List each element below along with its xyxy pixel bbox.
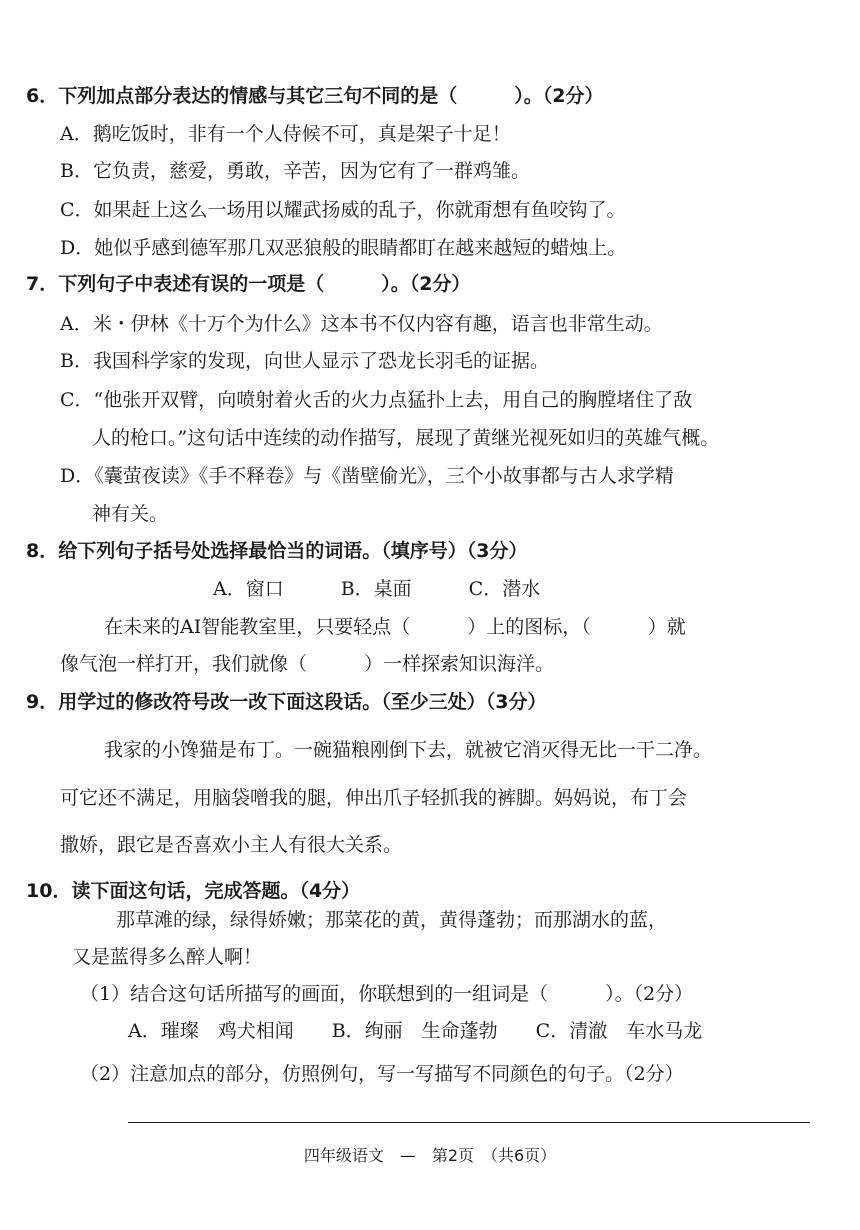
question-7-option-b: B．我国科学家的发现，向世人显示了恐龙长羽毛的证据。	[60, 350, 549, 372]
question-7-option-a: A．米・伊林《十万个为什么》这本书不仅内容有趣，语言也非常生动。	[60, 313, 663, 335]
question-6-option-a: A．鹅吃饭时，非有一个人侍候不可，真是架子十足！	[60, 123, 511, 145]
question-9-text-3: 撒娇，跟它是否喜欢小主人有很大关系。	[60, 834, 403, 856]
question-9-text-2: 可它还不满足，用脑袋噌我的腿，伸出爪子轻抓我的裤脚。妈妈说，布丁会	[60, 787, 688, 809]
question-7-option-d-cont: 神有关。	[92, 503, 169, 525]
question-7-stem: 7．下列句子中表述有误的一项是（ ）。（2分）	[26, 273, 471, 295]
answer-line	[128, 1122, 810, 1123]
question-8-stem: 8．给下列句子括号处选择最恰当的词语。（填序号）（3分）	[26, 540, 528, 562]
question-7-option-d: D．《囊萤夜读》《手不释卷》与《凿壁偷光》，三个小故事都与古人求学精	[60, 465, 674, 487]
question-6-stem: 6．下列加点部分表达的情感与其它三句不同的是（ ）。（2分）	[26, 85, 604, 107]
question-9-stem: 9．用学过的修改符号改一改下面这段话。（至少三处）（3分）	[26, 691, 547, 713]
question-6-option-d: D．她似乎感到德军那几双恶狼般的眼睛都盯在越来越短的蜡烛上。	[60, 237, 627, 259]
question-9-text-1: 我家的小馋猫是布丁。一碗猫粮刚倒下去，就被它消灭得无比一干二净。	[104, 739, 713, 761]
question-8-text-2: 像气泡一样打开，我们就像（ ）一样探索知识海洋。	[60, 653, 555, 675]
question-6-option-c: C．如果赶上这么一场用以耀武扬威的乱子，你就甭想有鱼咬钩了。	[60, 199, 626, 221]
page-footer: 四年级语文 — 第2页 （共6页）	[303, 1146, 557, 1165]
question-10-text-2: 又是蓝得多么醉人啊！	[72, 946, 263, 968]
question-10-sub2: （2）注意加点的部分，仿照例句，写一写描写不同颜色的句子。（2分）	[80, 1063, 684, 1085]
question-10-sub1-options: A．璀璨 鸡犬相闻 B．绚丽 生命蓬勃 C．清澈 车水马龙	[128, 1020, 703, 1042]
question-10-sub1: （1）结合这句话所描写的画面，你联想到的一组词是（ ）。（2分）	[80, 983, 694, 1005]
question-7-option-c: C．“他张开双臂，向喷射着火舌的火力点猛扑上去，用自己的胸膛堵住了敌	[60, 389, 693, 411]
question-10-text-1: 那草滩的绿，绿得娇嫩；那菜花的黄，黄得蓬勃；而那湖水的蓝，	[116, 909, 668, 931]
question-8-text-1: 在未来的AI智能教室里，只要轻点（ ）上的图标，（ ）就	[104, 616, 686, 638]
question-6-option-b: B．它负责，慈爱，勇敢，辛苦，因为它有了一群鸡雏。	[60, 160, 530, 182]
question-10-stem: 10．读下面这句话，完成答题。（4分）	[26, 880, 361, 902]
question-7-option-c-cont: 人的枪口。”这句话中连续的动作描写，展现了黄继光视死如归的英雄气概。	[92, 427, 720, 449]
question-8-choices: A．窗口 B．桌面 C．潜水	[213, 578, 541, 600]
